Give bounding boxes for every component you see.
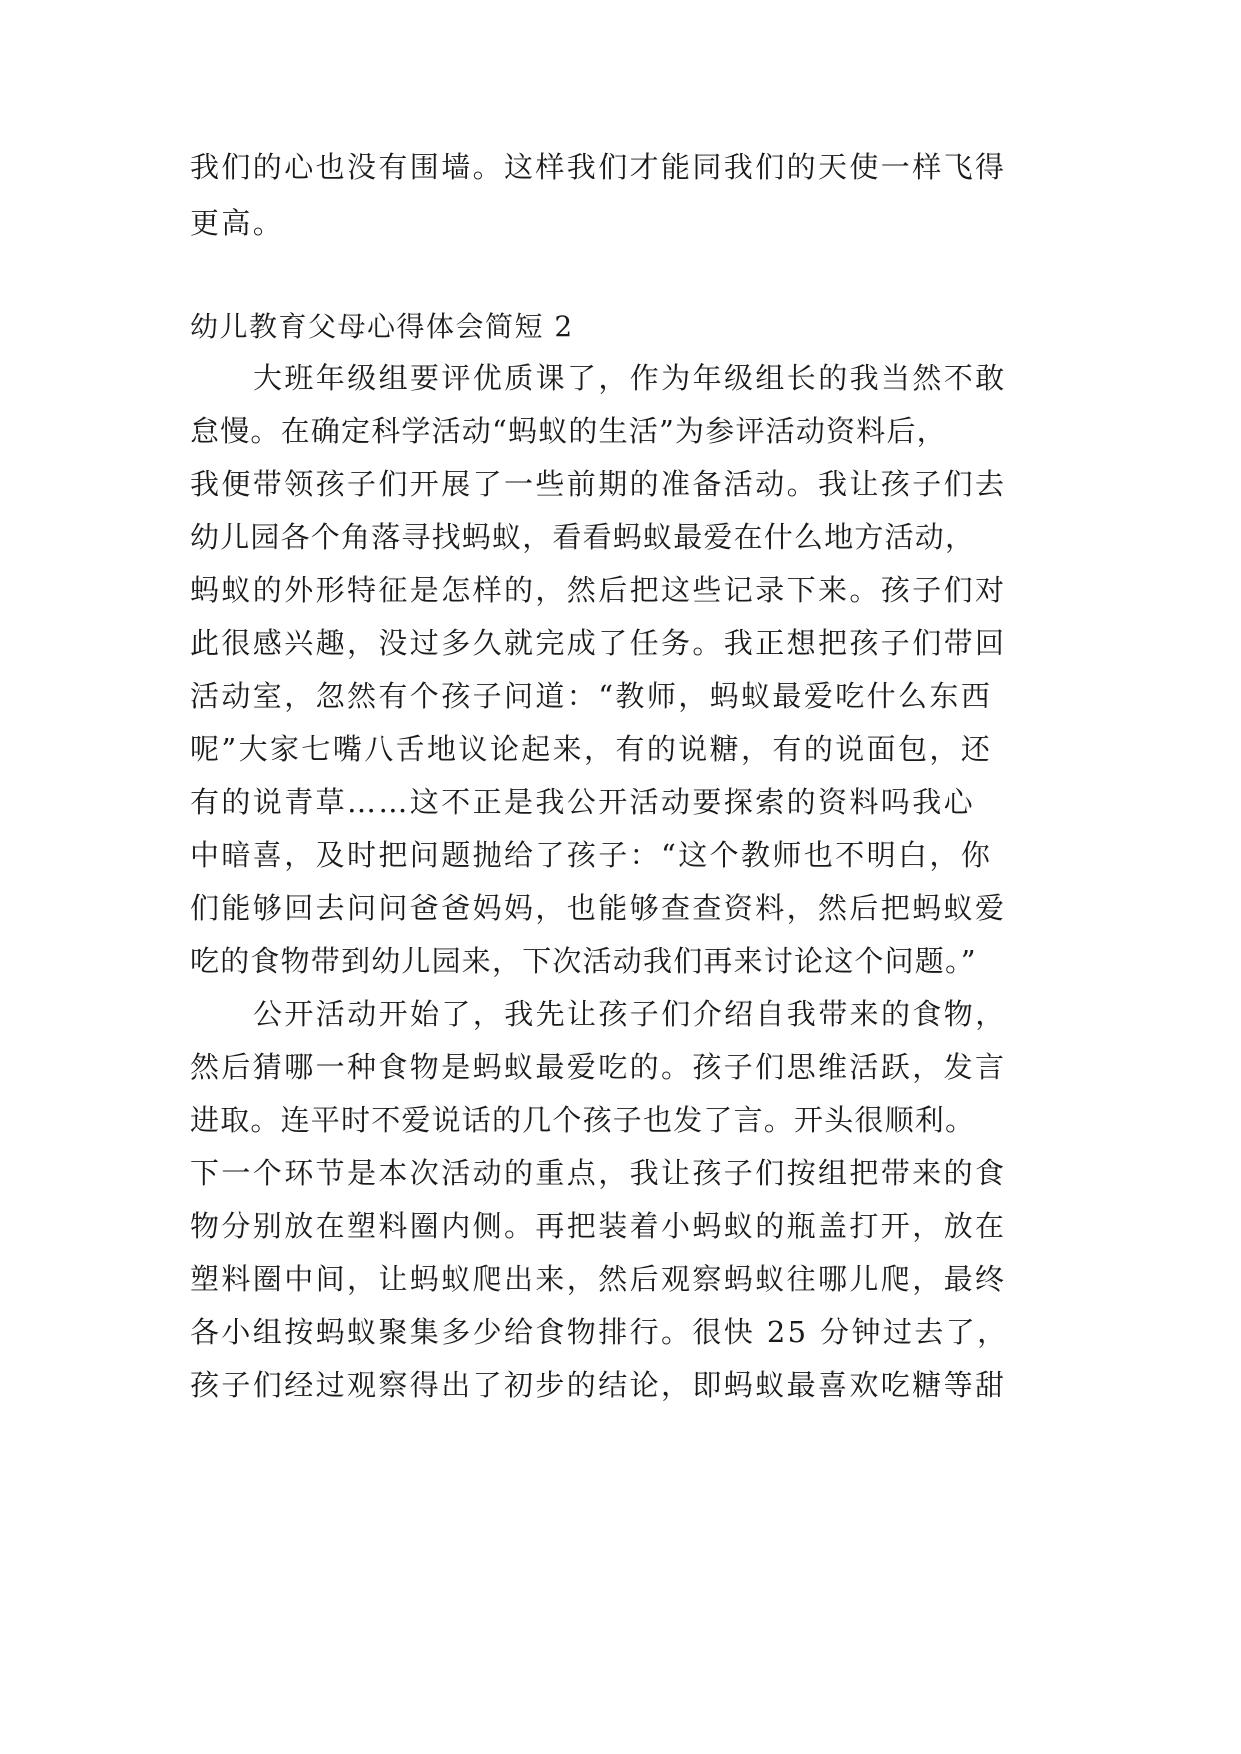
body-text-line: 然后猜哪一种食物是蚂蚁最爱吃的。孩子们思维活跃，发言	[190, 1050, 1007, 1084]
body-text-line: 有的说青草……这不正是我公开活动要探索的资料吗我心	[190, 785, 976, 819]
section-heading: 幼儿教育父母心得体会简短 2	[190, 310, 574, 343]
body-text-line: 各小组按蚂蚁聚集多少给食物排行。很快 25 分钟过去了，	[190, 1315, 1009, 1349]
body-text-line: 塑料圈中间，让蚂蚁爬出来，然后观察蚂蚁往哪儿爬，最终	[190, 1262, 1007, 1296]
body-text-line: 吃的食物带到幼儿园来，下次活动我们再来讨论这个问题。”	[190, 944, 977, 978]
body-text-line: 活动室，忽然有个孩子问道：“教师，蚂蚁最爱吃什么东西	[190, 679, 993, 713]
body-text-line: 蚂蚁的外形特征是怎样的，然后把这些记录下来。孩子们对	[190, 573, 1007, 607]
body-text-line: 怠慢。在确定科学活动“蚂蚁的生活”为参评活动资料后，	[190, 414, 947, 448]
body-text-line: 进取。连平时不爱说话的几个孩子也发了言。开头很顺利。	[190, 1103, 976, 1137]
body-text-line: 此很感兴趣，没过多久就完成了任务。我正想把孩子们带回	[190, 626, 1007, 660]
body-text-line: 更高。	[190, 206, 285, 240]
body-text-line: 下一个环节是本次活动的重点，我让孩子们按组把带来的食	[190, 1156, 1007, 1190]
body-text-line: 们能够回去问问爸爸妈妈，也能够查查资料，然后把蚂蚁爱	[190, 891, 1007, 925]
body-text-line: 物分别放在塑料圈内侧。再把装着小蚂蚁的瓶盖打开，放在	[190, 1209, 1007, 1243]
body-text-line: 我便带领孩子们开展了一些前期的准备活动。我让孩子们去	[190, 467, 1007, 501]
body-text-line: 公开活动开始了，我先让孩子们介绍自我带来的食物，	[253, 997, 1007, 1031]
body-text-line: 我们的心也没有围墙。这样我们才能同我们的天使一样飞得	[190, 150, 1007, 184]
body-text-line: 幼儿园各个角落寻找蚂蚁，看看蚂蚁最爱在什么地方活动，	[190, 520, 976, 554]
body-text-line: 中暗喜，及时把问题抛给了孩子：“这个教师也不明白，你	[190, 838, 993, 872]
body-text-line: 呢”大家七嘴八舌地议论起来，有的说糖，有的说面包，还	[190, 732, 993, 766]
body-text-line: 孩子们经过观察得出了初步的结论，即蚂蚁最喜欢吃糖等甜	[190, 1368, 1007, 1402]
body-text-line: 大班年级组要评优质课了，作为年级组长的我当然不敢	[253, 361, 1007, 395]
